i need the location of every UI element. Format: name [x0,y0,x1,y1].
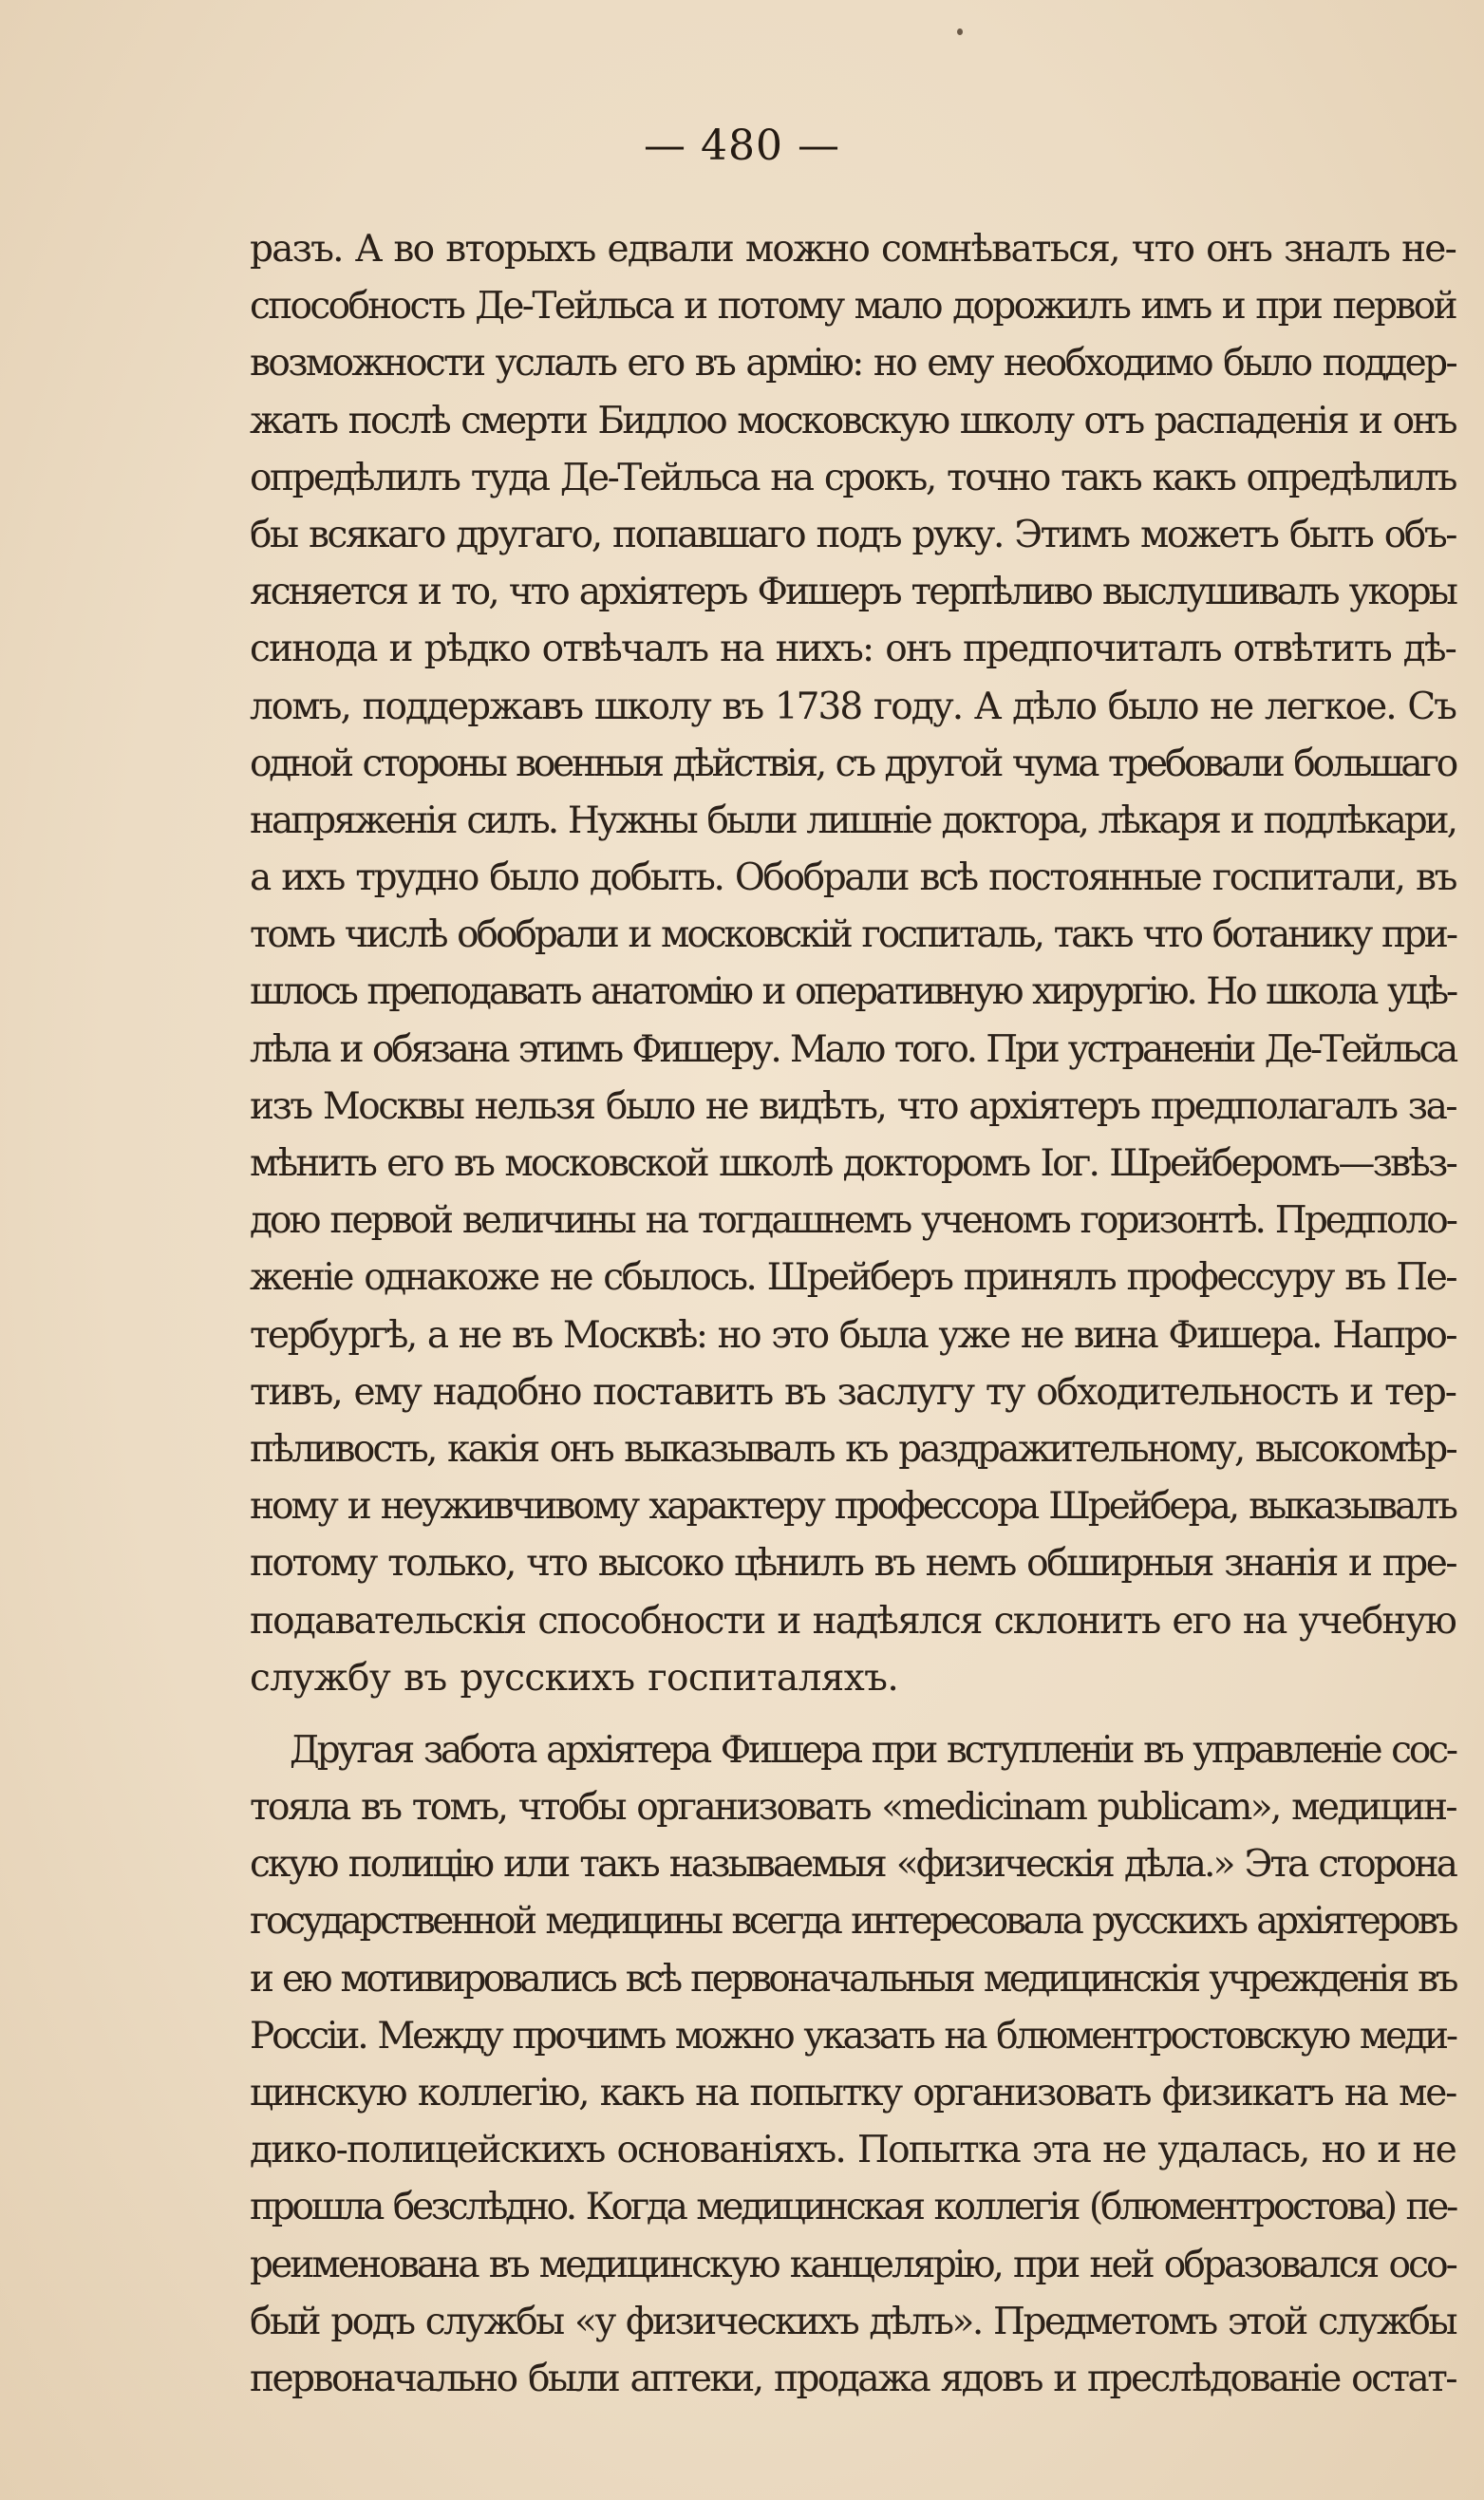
text-line: бы всякаго другаго, попавшаго подъ руку. Этимъ можетъ быть объ- [250,513,1456,556]
paragraph-gap [250,1707,1456,1722]
text-line: возможности услалъ его въ армію: но ему необходимо было поддер- [250,342,1456,385]
paragraph-1 [250,221,1456,1707]
text-line: шлось преподавать анатомію и оперативную хирургію. Но школа уцѣ- [250,970,1456,1014]
text-line: реименована въ медицинскую канцелярію, при ней образовался осо- [250,2243,1456,2286]
ink-speck [957,28,963,35]
text-line: Другая забота архіятера Фишера при вступленіи въ управленіе сос- [290,1728,1456,1772]
text-line: цинскую коллегію, какъ на попытку организовать физикатъ на ме- [250,2072,1456,2115]
text-line: а ихъ трудно было добыть. Обобрали всѣ постоянные госпитали, въ [250,856,1456,900]
text-line: прошла безслѣдно. Когда медицинская коллегія (блюментростова) пе- [250,2186,1456,2229]
text-line: мѣнить его въ московской школѣ докторомъ Іог. Шрейберомъ—звѣз- [250,1142,1456,1185]
page-number: — 480 — [644,122,840,170]
body-text [250,221,1456,2408]
paragraph-2 [250,1722,1456,2408]
text-line: дою первой величины на тогдашнемъ ученомъ горизонтѣ. Предполо- [250,1199,1456,1243]
text-line: и ею мотивировались всѣ первоначальныя медицинскія учрежденія въ [250,1957,1456,2001]
text-line: изъ Москвы нельзя было не видѣть, что архіятеръ предполагалъ за- [250,1084,1456,1128]
text-line: пѣливость, какія онъ выказывалъ къ раздражительному, высокомѣр- [250,1427,1456,1471]
text-line: первоначально были аптеки, продажа ядовъ и преслѣдованіе остат- [250,2357,1456,2400]
text-line: жать послѣ смерти Бидлоо московскую школу отъ распаденія и онъ [250,399,1456,442]
text-line: одной стороны военныя дѣйствія, съ другой чума требовали большаго [250,742,1456,785]
text-line: Россіи. Между прочимъ можно указать на блюментростовскую меди- [250,2014,1456,2058]
text-line: государственной медицины всегда интересовала русскихъ архіятеровъ [250,1900,1456,1944]
text-line: бый родъ службы «у физическихъ дѣлъ». Предметомъ этой службы [250,2300,1456,2343]
text-line: синода и рѣдко отвѣчалъ на нихъ: онъ предпочиталъ отвѣтить дѣ- [250,628,1456,671]
text-line: ному и неуживчивому характеру профессора Шрейбера, выказывалъ [250,1485,1456,1529]
text-line: подавательскія способности и надѣялся склонить его на учебную [250,1599,1456,1643]
text-line: скую полицію или такъ называемыя «физическія дѣла.» Эта сторона [250,1843,1456,1887]
text-line: ломъ, поддержавъ школу въ 1738 году. А дѣло было не легкое. Съ [250,685,1456,728]
text-line: напряженія силъ. Нужны были лишніе доктора, лѣкаря и подлѣкари, [250,799,1456,842]
text-line: томъ числѣ обобрали и московскій госпиталь, такъ что ботанику при- [250,913,1456,957]
text-line: женіе однакоже не сбылось. Шрейберъ принялъ профессуру въ Пе- [250,1256,1456,1300]
text-line: опредѣлилъ туда Де-Тейльса на срокъ, точно такъ какъ опредѣлилъ [250,456,1456,499]
text-line: тивъ, ему надобно поставить въ заслугу ту обходительность и тер- [250,1370,1456,1414]
text-line: службу въ русскихъ госпиталяхъ. [250,1656,899,1700]
text-line: способность Де-Тейльса и потому мало дорожилъ имъ и при первой [250,285,1456,329]
text-line: ясняется и то, что архіятеръ Фишеръ терпѣливо выслушивалъ укоры [250,571,1456,614]
text-line: тояла въ томъ, чтобы организовать «medicinam publicam», медицин- [250,1786,1456,1830]
text-line: разъ. А во вторыхъ едвали можно сомнѣваться, что онъ зналъ не- [250,228,1456,271]
text-line: тербургѣ, а не въ Москвѣ: но это была уже не вина Фишера. Напро- [250,1313,1456,1357]
text-line: потому только, что высоко цѣнилъ въ немъ обширныя знанія и пре- [250,1542,1456,1586]
text-line: дико-полицейскихъ основаніяхъ. Попытка эта не удалась, но и не [250,2129,1456,2172]
text-line: лѣла и обязана этимъ Фишеру. Мало того. При устраненіи Де-Тейльса [250,1027,1456,1071]
